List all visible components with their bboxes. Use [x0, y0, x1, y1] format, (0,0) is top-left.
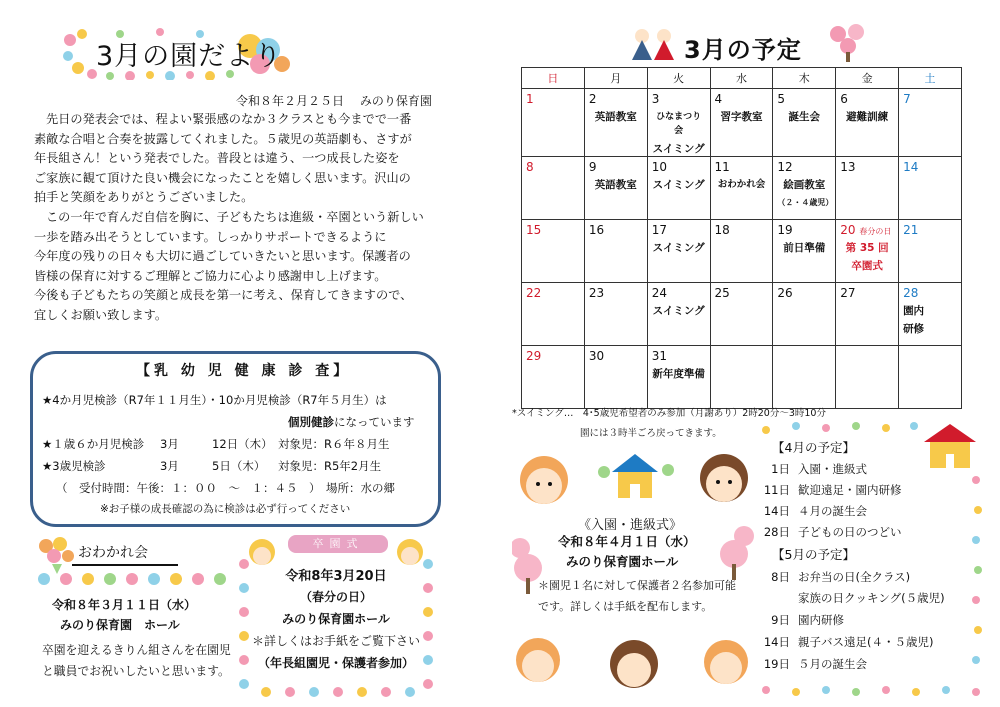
calendar-day — [584, 157, 647, 220]
calendar-week — [522, 220, 962, 283]
schedule-text: 歓迎遠足・園内研修 — [798, 483, 902, 497]
may-item — [756, 634, 933, 650]
calendar-day — [710, 220, 773, 283]
day-event: 英語教室 — [594, 111, 637, 123]
schedule-text: 親子バス遠足(４・５歳児) — [798, 635, 934, 649]
letter-line: 今後も子どもたちの笑顔と成長を第一に考え、保育してきますので、 — [34, 288, 413, 303]
day-event: 避難訓練 — [846, 111, 889, 123]
calendar-day — [522, 89, 585, 157]
day-number: 24 — [651, 286, 667, 300]
day-number: 21 — [903, 223, 919, 237]
calendar-day — [773, 220, 836, 283]
flower-row-decoration — [36, 570, 232, 588]
april-item — [756, 524, 902, 540]
letter-line: ご家族に観て頂けた良い機会になったことを嬉しく思います。沢山の — [34, 170, 411, 185]
weekday-mon: 月 — [584, 68, 647, 89]
calendar-day — [647, 283, 710, 346]
day-event: スイミング — [652, 179, 705, 191]
swimming-return-note: 園には３時半ごろ戻ってきます。 — [580, 428, 722, 439]
schedule-text: 家族の日クッキング(５歳児) — [798, 591, 945, 605]
calendar-day-empty — [773, 346, 836, 409]
graduation-header: 卒園式 — [288, 535, 388, 553]
day-event: 第 35 回 — [845, 242, 889, 254]
calendar-day — [899, 283, 962, 346]
april-schedule-title: 【4月の予定】 — [772, 440, 855, 455]
letter-line: 素敵な合唱と合奏を披露してくれました。５歳児の英語劇も、さすが — [34, 131, 412, 146]
checkup-month: 3月 — [160, 459, 179, 473]
day-event: スイミング — [652, 305, 705, 317]
farewell-place: みのり保育園 ホール — [60, 618, 180, 632]
calendar-day — [584, 220, 647, 283]
schedule-text: 園内研修 — [798, 613, 844, 627]
may-item — [756, 569, 910, 585]
calendar-day — [710, 157, 773, 220]
day-number: 17 — [651, 223, 667, 237]
schedule-text: 子どもの日のつどい — [798, 525, 902, 539]
graduation-attendees: （年長組園児・保護者参加） — [257, 656, 414, 670]
calendar-day — [899, 89, 962, 157]
calendar-day-empty — [710, 346, 773, 409]
calendar-day — [522, 283, 585, 346]
day-number: 20 — [840, 223, 856, 237]
entrance-note: ＊園児１名に対して保護者２名参加可能です。詳しくは手紙を配布します。 — [538, 579, 736, 613]
weekday-sat: 土 — [899, 68, 962, 89]
calendar-day-empty — [899, 346, 962, 409]
letter-line: 年長組さん！という発表でした。普段とは違う、一つ成長した姿を — [34, 151, 400, 166]
checkup-venue: 場所：水の郷 — [326, 481, 395, 495]
calendar-week — [522, 283, 962, 346]
may-item — [756, 590, 945, 606]
day-number: 1 — [526, 92, 534, 106]
calendar-day — [522, 220, 585, 283]
calendar-week — [522, 89, 962, 157]
schedule-text: お弁当の日(全クラス) — [798, 570, 911, 584]
farewell-body: 卒園を迎えるきりん組さんを在園児と職員でお祝いしたいと思います。 — [42, 643, 231, 678]
day-event: 卒園式 — [851, 260, 883, 272]
day-number: 19 — [777, 223, 793, 237]
letter-line: 一歩を踏み出そうとしています。しっかりサポートできるように — [34, 229, 387, 244]
day-number: 7 — [903, 92, 911, 106]
calendar-day — [836, 89, 899, 157]
day-number: 30 — [588, 349, 605, 363]
peach-blossom-icon — [826, 22, 870, 62]
checkup-title: 【乳 幼 児 健 康 診 査】 — [136, 363, 352, 379]
day-event: スイミング — [652, 242, 705, 254]
calendar-day — [899, 220, 962, 283]
entrance-date: 令和８年４月１日（水） — [558, 534, 696, 549]
calendar-day-empty — [836, 346, 899, 409]
weekday-sun: 日 — [522, 68, 585, 89]
day-number: 26 — [777, 286, 793, 300]
calendar-day — [522, 346, 585, 409]
weekday-thu: 木 — [773, 68, 836, 89]
calendar-day — [710, 89, 773, 157]
holiday-label: 春分の日 — [859, 227, 892, 236]
reception-time: （ 受付時間：午後：１：００ ～ １：４５ ） — [56, 481, 321, 495]
day-event: 絵画教室 — [783, 179, 826, 191]
day-number: 3 — [651, 92, 660, 106]
day-event: 新年度準備 — [652, 368, 705, 380]
calendar-day — [584, 89, 647, 157]
calendar-day — [773, 89, 836, 157]
hina-dolls-icon — [630, 26, 676, 60]
april-item — [756, 461, 867, 477]
day-event: スイミング — [652, 143, 705, 155]
graduation-note: ＊詳しくはお手紙をご覧下さい — [251, 634, 420, 648]
child-face-icon — [516, 638, 560, 682]
schedule-day: 28日 — [763, 525, 790, 539]
schedule-day: 14日 — [763, 635, 790, 649]
flower-bouquet-icon — [34, 534, 78, 574]
weekday-wed: 水 — [710, 68, 773, 89]
day-number: 2 — [588, 92, 597, 106]
individual-checkup-rest: になっています — [334, 415, 415, 429]
bird-icon — [662, 464, 674, 476]
day-event: （２・４歳児） — [777, 198, 834, 207]
child-face-icon — [700, 454, 748, 502]
child-face-icon — [520, 456, 568, 504]
calendar-day — [836, 283, 899, 346]
newsletter-title: 3月の園だより — [96, 41, 283, 72]
may-schedule-title: 【5月の予定】 — [772, 547, 855, 562]
day-event: 園内 — [903, 305, 925, 317]
checkup-note: ※お子様の成長確認の為に検診は必ず行ってください — [100, 503, 351, 515]
april-item — [756, 503, 867, 519]
farewell-underline — [72, 564, 178, 566]
day-number: 5 — [777, 92, 786, 106]
schedule-text: ４月の誕生会 — [798, 504, 867, 518]
day-number: 8 — [526, 160, 534, 174]
school-building-icon — [612, 454, 658, 498]
calendar-day — [584, 346, 647, 409]
bird-icon — [598, 466, 610, 478]
checkup-label: ★１歳６か月児検診 — [42, 437, 145, 451]
calendar-day — [584, 283, 647, 346]
checkup-target: 対象児：R６年８月生 — [278, 437, 390, 451]
letter-line: 皆様の保育に対するご理解とご協力に心より感謝申し上げます。 — [34, 268, 387, 283]
calendar-title: 3月の予定 — [684, 36, 802, 64]
checkup-target: 対象児：R5年2月生 — [278, 459, 382, 473]
checkup-day: 12日（木） — [212, 437, 273, 451]
day-event: 前日準備 — [783, 242, 826, 254]
individual-checkup-label: 個別健診 — [288, 415, 334, 429]
schedule-day: 14日 — [763, 504, 790, 518]
calendar-day — [647, 220, 710, 283]
child-face-icon — [610, 640, 658, 688]
letter-line: 拍手と笑顔をありがとうございました。 — [34, 190, 254, 205]
april-item — [756, 482, 902, 498]
day-number: 11 — [714, 160, 730, 174]
weekday-header-row — [522, 68, 962, 89]
schedule-day: 8日 — [771, 570, 790, 584]
day-number: 31 — [651, 349, 667, 363]
checkup-line-individual-note — [288, 414, 415, 430]
day-number: 15 — [526, 223, 542, 237]
day-number: 9 — [588, 160, 597, 174]
calendar-day — [710, 283, 773, 346]
weekday-tue: 火 — [647, 68, 710, 89]
day-number: 6 — [840, 92, 848, 106]
calendar-day — [647, 157, 710, 220]
entrance-place: みのり保育園ホール — [566, 554, 679, 569]
letter-line: 先日の発表会では、程よい緊張感のなか３クラスとも今までで一番 — [46, 112, 412, 126]
day-event: 習字教室 — [720, 111, 763, 123]
checkup-day: 5日（木） — [212, 459, 266, 473]
calendar-day — [836, 220, 899, 283]
calendar-week — [522, 157, 962, 220]
letter-body — [34, 110, 496, 326]
day-number-holiday — [840, 223, 894, 237]
march-calendar — [521, 67, 962, 409]
day-event: 誕生会 — [788, 111, 821, 123]
calendar-day — [647, 89, 710, 157]
schedule-day: 19日 — [763, 657, 790, 671]
checkup-line-individual: ★4か月児検診（R7年１１月生）・10か月児検診（R7年５月生）は — [42, 393, 387, 407]
day-number: 23 — [588, 286, 605, 300]
farewell-date: 令和８年３月１１日（水） — [52, 598, 197, 612]
day-number: 12 — [777, 160, 793, 174]
schedule-text: ５月の誕生会 — [798, 657, 867, 671]
day-number: 14 — [903, 160, 919, 174]
newsletter-date: 令和８年２月２５日 みのり保育園 — [236, 94, 432, 108]
day-number: 13 — [840, 160, 856, 174]
day-number: 4 — [714, 92, 723, 106]
letter-line: 今年度の残りの日々も大切に過ごしていきたいと思います。保護者の — [34, 249, 411, 264]
graduation-date: 令和8年3月20日 — [285, 569, 387, 584]
day-number: 18 — [714, 223, 730, 237]
schedule-day: 9日 — [771, 613, 790, 627]
schedule-text: 入園・進級式 — [798, 462, 867, 476]
farewell-title: おわかれ会 — [78, 545, 148, 561]
day-event: 英語教室 — [594, 179, 637, 191]
checkup-month: 3月 — [160, 437, 179, 451]
may-item — [756, 612, 844, 628]
calendar-day — [647, 346, 710, 409]
day-number: 29 — [526, 349, 542, 363]
day-number: 10 — [651, 160, 667, 174]
day-event: ひなまつり会 — [656, 112, 702, 136]
letter-line: この一年で育んだ自信を胸に、子どもたちは進級・卒園という新しい — [46, 209, 424, 224]
checkup-label: ★3歳児検診 — [42, 459, 106, 473]
may-item — [756, 656, 867, 672]
weekday-fri: 金 — [836, 68, 899, 89]
letter-line: 宜しくお願い致します。 — [34, 307, 168, 322]
swimming-note: *スイミング… 4･5歳児希望者のみ参加（月謝あり）2時20分～3時10分 — [512, 408, 826, 419]
calendar-day — [522, 157, 585, 220]
day-number: 22 — [526, 286, 542, 300]
entrance-illustration — [512, 444, 760, 698]
schedule-day: 1日 — [771, 462, 790, 476]
calendar-day — [836, 157, 899, 220]
day-number: 27 — [840, 286, 856, 300]
day-number: 25 — [714, 286, 730, 300]
cherry-tree-icon — [720, 526, 754, 580]
calendar-week — [522, 346, 962, 409]
day-number: 28 — [903, 286, 919, 300]
graduation-place: みのり保育園ホール — [282, 612, 390, 626]
schedule-day: 11日 — [763, 483, 790, 497]
day-event: おわかれ会 — [717, 179, 766, 190]
child-face-icon — [704, 640, 748, 684]
day-event: 研修 — [903, 323, 925, 335]
calendar-day — [899, 157, 962, 220]
calendar-day — [773, 157, 836, 220]
day-number: 16 — [588, 223, 605, 237]
graduation-holiday: （春分の日） — [299, 590, 372, 604]
entrance-title: 《入園・進級式》 — [578, 518, 683, 533]
calendar-day — [773, 283, 836, 346]
school-house-icon — [924, 424, 976, 468]
